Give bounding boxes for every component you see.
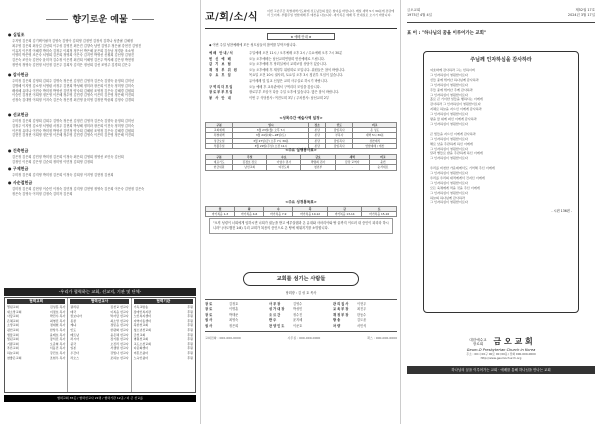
table-cell: 담당 교역자	[335, 160, 369, 165]
psalm-line: 감사하라 그 인자하심이 영원함이로다	[430, 102, 481, 107]
table-row	[206, 212, 397, 217]
staff-list	[205, 299, 397, 332]
table-cell: 연합예배 / 애찬	[353, 143, 397, 148]
table-cell: 김정호 장로	[233, 160, 267, 165]
schedule-table-title: <성목주간 예술사역 일정>	[279, 116, 323, 120]
psalm-line: 해로 낮을 주관하게 하신 이에게	[430, 141, 473, 146]
divider	[205, 28, 397, 29]
offering-line: 김은정 김은희 김민정 박미정 김은희 이정숙 최은희 김영희 정영선 조인숙 김선희	[12, 155, 124, 159]
psalm-line: 그 인자하심이 영원함이로다	[430, 92, 468, 97]
partner-column-heading: 협력기관	[134, 299, 193, 304]
partner-name: 케냐	[70, 323, 77, 328]
offering-line: 김미정 김은희 김현정 이승민 이정숙 김민정 김지영 김현영 정영숙 김은희 이은숙 김현정 김은숙	[12, 187, 145, 191]
psalm-lines	[430, 68, 572, 205]
table-cell: 담임목사	[326, 128, 353, 133]
staff-role: 성가대장	[269, 307, 286, 312]
schedule-table	[205, 122, 397, 149]
staff-role: 장로	[205, 312, 214, 317]
psalm-line: 우리를 비천한 가운데에서도 기억해 주신 이에게	[430, 166, 495, 171]
table-cell: 수	[264, 207, 293, 212]
table-cell: 수요	[267, 155, 301, 160]
info-value: 오늘 오후예배 후 당회실에서 교회보험 상담이 있습니다.	[249, 62, 327, 67]
table-cell: 성금요일	[206, 138, 233, 143]
partner-name: 미혼모쉼터	[133, 350, 149, 355]
offering-names	[8, 187, 192, 197]
offering-line: 김정인 이은희 김은영 김순희 정미영 이민정 김희영 김정희	[12, 159, 93, 164]
table-cell: 마가복음 4-6	[235, 212, 264, 217]
offering-section	[8, 72, 192, 103]
psalm-box	[423, 51, 579, 313]
psalm-line: 그 인자하심이 영원함이로다	[430, 112, 468, 117]
info-value: 유아세례 및 입교 신청은 교회 사무실로 하시기 바랍니다.	[249, 78, 328, 83]
partner-name: 소망교회	[7, 323, 19, 328]
table-cell: 장소	[309, 123, 326, 128]
table-cell: 특별새벽	[206, 133, 233, 138]
table-cell: 새벽 5시 30분	[353, 133, 397, 138]
staff-row	[205, 324, 397, 329]
news-logo-text: 교/회/소/식	[205, 12, 259, 23]
staff-title: 교회를 섬기는 사람들	[243, 272, 359, 286]
staff-name: 이준호	[293, 323, 303, 328]
table-cell: 일시	[233, 123, 309, 128]
staff-name: 이현우	[357, 302, 367, 306]
partner-name: 베트남	[70, 332, 80, 337]
info-value: 목요일 오전 10시 권사회, 토요일 오후 3시 청년부 모임이 있습니다.	[249, 73, 344, 78]
partner-contact: 서생명 선교사	[110, 346, 129, 351]
partner-contact: 최소망 선교사	[110, 318, 129, 323]
partner-name: 라오스	[70, 355, 80, 360]
table-cell: 담임목사	[326, 143, 353, 148]
partner-contact: 서동민 목사	[49, 346, 66, 351]
table-cell: 부활주일	[206, 143, 233, 148]
info-value: 이번 주 식당봉사: 여전도회 3부 / 주차봉사: 남선교회 2부	[249, 95, 330, 100]
table-cell: 순서대로	[369, 165, 396, 170]
offering-heading: ● 선교헌금	[8, 112, 29, 117]
partner-column-heading: 협력교회	[7, 299, 65, 304]
psalm-line: 큰 빛들을 지으신 이에게 감사하라	[430, 131, 476, 136]
offering-line: 이은정 유미나 이민숙 박미정 박영선 김민정 양숙희 김혜원 조영정 김은숙 김혜경 김원희	[12, 128, 134, 133]
psalm-line: 땅을 물 위에 펴신 이에게 감사하라	[430, 117, 477, 122]
info-value: 오늘 예배 후 교육관에서 구역리더 모임을 갖습니다.	[249, 84, 321, 89]
offering-line: 김정주 이지영 김소영 서영림 서정우 김현희 박성혜 정미라 장은희 이진숙 정미영 김미숙	[12, 123, 134, 128]
staff-role: 장로	[205, 302, 214, 306]
staff-role: 사무장	[269, 302, 282, 306]
partner-name: 몽골	[70, 318, 77, 323]
table-row	[206, 165, 397, 170]
church-english-name: Geum-O Presbyterian Church in Korea	[466, 348, 536, 352]
psalm-line: 그 인자하심이 영원함이로다	[430, 146, 468, 151]
partner-name: 은혜교회	[7, 318, 19, 323]
partner-column	[5, 298, 68, 392]
offering-line: 정은숙 김영숙 이미정 김정숙 김미자 김은희	[12, 191, 73, 196]
partner-contact: 후원	[187, 305, 193, 309]
table-cell: 월	[206, 207, 235, 212]
offering-line: 김은숙 조인숙 김현숙 윤미자 김수정 이은경 최진희 이혜영 김은주 박지혜 김은정 박현정	[12, 58, 134, 63]
staff-name: 최영숙	[229, 318, 239, 323]
table-cell: 주일	[233, 155, 267, 160]
service-table	[205, 154, 397, 171]
psalm-line: 우리를 우리의 대적에게서 건지신 이에게	[430, 175, 485, 180]
table-cell: 본당	[309, 133, 326, 138]
bulletin-page-offerings	[0, 0, 200, 424]
offering-line: 이유지 이은경 이혜경 박미숙 김정주 이희정 정은선 박은혜 윤은희 김승남 정경윤 조소영	[12, 48, 134, 53]
staff-entry	[333, 324, 397, 329]
partners-grid	[4, 297, 196, 393]
table-cell: 남선교회	[233, 165, 267, 170]
bulletin-page-cover	[400, 0, 600, 424]
reading-table-title: <주요 성경통독표>	[285, 200, 317, 204]
church-name-row	[401, 336, 600, 347]
staff-role: 오르간	[269, 312, 282, 317]
staff-entry	[205, 324, 269, 329]
church-block	[401, 336, 600, 360]
table-cell: 3월 27일(금) 오후 7시 30분	[233, 138, 309, 143]
partner-name: 기쁨교회	[7, 341, 19, 346]
table-cell: 박명희 권사	[301, 160, 335, 165]
table-cell: 마가복음 1-3	[206, 212, 235, 217]
psalm-line: 그 인자하심이 영원함이로다	[430, 82, 468, 87]
partner-contact: 윤태호 목사	[49, 332, 66, 337]
psalm-line: 홀로 큰 기이한 일들을 행하시는 이에게	[430, 97, 483, 102]
partner-contact: 장석진 목사	[49, 337, 66, 342]
bulletin-page-news	[200, 0, 400, 424]
table-cell: -	[335, 165, 369, 170]
partner-contact: 김성훈 목사	[49, 305, 66, 309]
staff-subtitle: 당회장 : 김 성 호 목사	[285, 291, 317, 295]
partner-contact: 장기쁨 선교사	[110, 337, 129, 342]
partner-contact: 후원	[187, 309, 193, 314]
news-info-list	[209, 51, 393, 101]
partner-contact: 조현우 목사	[49, 355, 66, 360]
psalm-line: 여호와께 감사하라 그는 선하시며	[430, 68, 475, 72]
partner-contact: 오진리 선교사	[110, 341, 129, 346]
partner-contact: 최영진 목사	[49, 318, 66, 323]
table-cell: 담임목사	[326, 138, 353, 143]
partner-contact: 이복음 선교사	[110, 309, 129, 314]
staff-role: 장로	[205, 307, 214, 312]
table-cell: 토	[362, 207, 397, 212]
staff-role: 권사	[205, 323, 214, 328]
partner-contact: 후원	[187, 327, 193, 332]
table-cell: 목	[293, 207, 328, 212]
partner-name: 청소년선교회	[133, 327, 152, 332]
staff-name: 김정호	[229, 302, 239, 306]
offering-line: 김현진 김정현 이희영 정은영 이은혜 정수영 김민경 김영숙 이은미 김은영 정은혜 이진희	[12, 133, 134, 138]
offering-line: 배성혜 유미나 이민숙 박미정 박영선 김민정 양숙희 김혜원 조영정 김은숙 김혜경 김원희	[12, 88, 134, 93]
table-cell: 본당	[309, 128, 326, 133]
staff-name: 박태준	[229, 312, 239, 317]
offering-heading: ● 십일조	[8, 32, 25, 37]
partner-name: 열린교회	[7, 305, 19, 309]
table-cell: 온 성도	[353, 128, 397, 133]
church-motto: 표 어 : "하나님의 꿈을 이루어가는 교회"	[407, 31, 487, 36]
partner-contact: 박사랑 선교사	[110, 314, 129, 319]
cover-header	[407, 8, 595, 18]
table-cell: 마가복음 7-9	[264, 212, 293, 217]
staff-role: 방송	[333, 318, 342, 323]
staff-name: 정은희	[229, 323, 239, 328]
table-cell: 성찬예식	[353, 138, 397, 143]
news-note: 이번 고난주간 특별새벽기도회에 성도님들의 많은 참여를 바랍니다. 매일 새벽 5시 30분에 본당에서 모이며, 부활주일 연합예배 후 애찬을 나눕니다. 새가족은 예배 후 안내실로 오시기 바랍니다.	[267, 9, 395, 18]
partner-name: 필리핀	[70, 305, 80, 309]
partner-column	[132, 298, 195, 392]
offering-section	[8, 148, 192, 165]
staff-name: 정수진	[293, 312, 303, 317]
offering-line: 이영미 박은영 조은숙 서영희 김은희 정영희 이은숙 김지연 박영선 신원희 김선영 김형진	[12, 53, 134, 58]
partner-name: 기독교방송	[133, 305, 149, 309]
offering-line: 신정숙 김대영 이희정 이지숙 김은숙 정은경 최진영 윤미영 김정현 박윤희 김정숙 김경희	[12, 98, 134, 103]
info-key: 예배 안내/식	[209, 51, 234, 55]
partner-name: 지역아동센터	[133, 318, 152, 323]
divider	[407, 22, 595, 23]
offering-names	[8, 173, 192, 178]
partner-name: 일본	[70, 346, 77, 351]
table-cell: 3월 23일(월) 오후 7시	[233, 128, 309, 133]
table-cell: 3월 29일(주일) 오전 11시	[233, 143, 309, 148]
scripture-box: "오직 성령이 너희에게 임하시면 너희가 권능을 받고 예루살렘과 온 유대와 사마리아와 땅 끝까지 이르러 내 증인이 되리라 하시니라" (사도행전 1:8) 우리 교회가 복음의 증인으로 온 땅에 세워지기를 소망합니다.	[209, 218, 393, 234]
partner-name: 캄보디아	[70, 314, 82, 319]
partner-row	[134, 356, 193, 361]
news-lead: ◆ 이번 주일 성찬예배에 모든 성도님들의 참여를 부탁드립니다.	[209, 43, 297, 47]
partner-contact: 한상우 목사	[49, 327, 66, 332]
table-cell: 인도	[326, 123, 353, 128]
partner-contact: 후원	[187, 323, 193, 328]
partner-name: 병원선교회	[133, 337, 149, 342]
info-key: 헌 신 예 배	[209, 56, 232, 61]
psalm-reference: - 시편 136편 -	[551, 209, 572, 214]
staff-role: 관리집사	[333, 302, 350, 306]
church-name: 금 오 교 회	[493, 336, 533, 346]
offering-names	[8, 155, 192, 165]
offering-heading: ● 건축헌금	[8, 148, 29, 153]
table-cell: 교회예배	[206, 128, 233, 133]
partner-name: 샘물교회	[7, 332, 19, 337]
offerings-title: 향기로운 예물	[0, 12, 200, 25]
partners-footer: 협력교회 37곳 / 협력선교사 21명 / 협력기관 12곳 / 더 큰 선교를	[4, 395, 196, 402]
partner-name: 인도	[70, 327, 77, 332]
partner-contact: 오준혁 목사	[49, 341, 66, 346]
fax: 팩스 : 000-000-0000	[367, 336, 397, 340]
staff-role: 권사	[205, 318, 214, 323]
psalm-line: 지혜로 하늘을 지으신 이에게 감사하라	[430, 107, 482, 112]
offering-names	[8, 79, 192, 103]
partner-name: 우간다	[70, 350, 80, 355]
info-key: 봉 사 안 내	[209, 95, 232, 100]
partner-name: 중국	[70, 341, 77, 346]
psalm-line: 그 인자하심이 영원함이로다	[430, 180, 468, 185]
psalm-line: 그 인자하심이 영원함이로다	[430, 200, 468, 205]
table-cell: 마가복음 10-12	[293, 212, 328, 217]
church-address: 주소 : 00시 00구 00로 00 (00동) 전화 000-000-0000 http://www.geumochurch.org	[466, 352, 536, 360]
info-row	[209, 96, 393, 102]
psalm-line: 그 인자하심이 영원함이로다	[430, 121, 468, 126]
partners-title: -우리가 협력하는 교회, 선교지, 기관 및 단체-	[4, 288, 196, 296]
table-cell: 금요	[301, 155, 335, 160]
partner-contact: 윤은혜 선교사	[110, 332, 129, 337]
psalm-line: 하늘의 하나님께 감사하라	[430, 195, 465, 200]
partner-name: 빛된교회	[7, 337, 19, 342]
partner-name: 군선교회	[133, 332, 146, 337]
phone: 교회전화 : 000-000-0000	[205, 336, 241, 340]
table-cell: 본당	[309, 138, 326, 143]
offering-line: 주미정 김은희 김영희 김희주 김명숙 정은선 김정진 김영자 김은숙 김향숙 윤정희 김미선	[12, 79, 134, 83]
partner-name: 푸른교회	[7, 346, 19, 351]
psalm-line: 모든 육체에게 먹을 것을 주신 이에게	[430, 185, 480, 190]
staff-name: 서민석	[357, 323, 367, 328]
staff-role: 반주	[269, 318, 278, 323]
partner-row	[7, 356, 65, 361]
partner-contact: 후원	[187, 337, 193, 342]
staff-name: 김영수	[293, 302, 303, 306]
table-cell: 윤번	[369, 160, 396, 165]
table-cell: 청년부	[301, 165, 335, 170]
table-cell: 마가복음 13-14	[327, 212, 362, 217]
partner-contact: 후원	[187, 318, 193, 323]
info-value: 오늘 오후예배는 남선교회연합회 헌신예배로 드립니다.	[249, 56, 325, 61]
partner-contact: 정믿음 선교사	[110, 323, 129, 328]
psalm-line: 주들 중에 뛰어난 주께 감사하라	[430, 87, 473, 92]
info-key: 주 요 모 임	[209, 73, 232, 78]
staff-name: 이명훈	[229, 307, 239, 312]
info-value: 오늘 오후예배 후 재정부 위원회로 모입니다. 위원들은 참석 바랍니다.	[249, 67, 346, 72]
staff-role: 찬양인도	[269, 323, 286, 328]
offering-names	[8, 119, 192, 138]
psalm-line: 그 인자하심이 영원함이로다	[430, 171, 468, 176]
info-key: 구역리더모임	[209, 84, 234, 89]
table-cell: 비고	[353, 123, 397, 128]
partner-contact: 강민호 목사	[49, 350, 66, 355]
table-cell: 본당	[309, 143, 326, 148]
staff-name: 김도윤	[357, 318, 367, 323]
table-cell: 부목사	[326, 133, 353, 138]
partner-contact: 후원	[187, 346, 193, 351]
table-cell: 3월 24일(화)~28일(토)	[233, 133, 309, 138]
partner-name: 노숙인쉼터	[133, 355, 149, 360]
offering-line: 주미정 김은희 김영희 김희주 김명숙 정은선 김정진 김영자 김은숙 김향숙 윤정희 김미선	[12, 119, 134, 123]
partner-name: 평안교회	[7, 327, 19, 332]
table-cell: 금	[327, 207, 362, 212]
psalm-line: 그 인자하심이 영원함이로다	[430, 136, 468, 141]
table-cell: 구분	[206, 123, 233, 128]
psalm-line: 그 인자하심이 영원함이로다	[430, 72, 468, 77]
partner-contact: 정대현 목사	[49, 323, 66, 328]
staff-name: 최진우	[357, 307, 367, 312]
partner-name: 교도소선교회	[133, 341, 152, 346]
info-key: 재 정 부 위 원	[209, 67, 238, 72]
cover-header-left: 금오교회 1975년 4월 4일	[407, 8, 432, 17]
partner-name: 러시아	[70, 337, 80, 342]
partner-contact: 박민수 목사	[49, 314, 66, 319]
contact-footer	[205, 336, 397, 340]
staff-role: 재정부장	[333, 312, 350, 317]
psalm-line: 신들 중에 뛰어난 하나님께 감사하라	[430, 77, 479, 82]
offering-heading: ● 감사헌금	[8, 72, 29, 77]
offering-section	[8, 112, 192, 138]
staff-role: 차량	[333, 323, 342, 328]
staff-name: 한동수	[357, 312, 367, 317]
info-value: 장로부부 모임이 다음 주일 오후에 있습니다. 많은 참석 바랍니다.	[249, 90, 340, 95]
partner-contact: 후원	[187, 314, 193, 319]
staff-entry	[269, 324, 333, 329]
partner-name: 태국	[70, 309, 77, 314]
partner-contact: 후원	[187, 355, 193, 360]
partner-contact: 후원	[187, 341, 193, 346]
partner-row	[70, 356, 128, 361]
table-cell: 여전도회	[267, 165, 301, 170]
partner-contact: 김선교 선교사	[110, 305, 129, 309]
offering-heading: ● 사순절헌금	[8, 180, 33, 185]
reading-table	[205, 206, 397, 217]
table-cell: 새벽	[335, 155, 369, 160]
partner-column-heading: 협력선교사	[70, 299, 128, 304]
offering-names	[8, 39, 192, 68]
table-cell: 화	[235, 207, 264, 212]
partner-contact: 강빛나 선교사	[110, 350, 129, 355]
offering-line: 이승민 김정현 이희영 정은영 이은혜 정수영 김민경 김영숙 이은미 김은영 정은혜 이진희	[12, 93, 134, 98]
offering-section	[8, 166, 192, 178]
table-cell: 비고	[369, 155, 396, 160]
partner-column	[68, 298, 131, 392]
news-logo	[205, 5, 265, 27]
table-cell: 마가복음 15-16	[362, 212, 397, 217]
partner-name: 북한선교회	[133, 323, 149, 328]
partner-contact: 후원	[187, 350, 193, 355]
offering-section	[8, 32, 192, 68]
psalm-line: 그 인자하심이 영원함이로다	[430, 190, 468, 195]
psalm-line: 달과 별들로 밤을 주관하게 하신 이에게	[430, 151, 483, 156]
table-cell: 헌금위원	[206, 165, 233, 170]
table-cell: 대표기도	[206, 160, 233, 165]
partner-contact: 이정호 목사	[49, 309, 66, 314]
table-cell: 구분	[206, 155, 233, 160]
psalm-title: 주님께 인자하심을 감사하라	[470, 57, 532, 63]
offering-line: 최우영 김은희 최상길 김선희 이주성 김영진 최은진 김향숙 남연 김영우 정은필 강현진 김영진	[12, 43, 142, 48]
table-cell: 이영수 권사	[267, 160, 301, 165]
partner-contact: 한평화 선교사	[110, 327, 129, 332]
partner-contact: 후원	[187, 332, 193, 337]
cover-footer: 하나님의 꿈을 이루어가는 교회 · 예배를 통해 하나님을 만나는 교회	[407, 366, 595, 374]
offering-line: 정연석 정영숙 김현정 서인정 김은주 김희자 김지은 정선희 김선 조영주 김경희 김은주	[12, 62, 131, 67]
offering-section	[8, 180, 192, 197]
offering-line: 김명혜 이지영 김소영 서영림 서정우 김현희 박성혜 정미라 장은희 이진숙 정미영 김미숙	[12, 83, 134, 88]
worship-chip: ★ 예배 안내 ★	[267, 33, 335, 40]
staff-name: 박성민	[293, 307, 303, 312]
info-value: 주일예배 오전 11시 / 오후예배 오후 2시 / 수요예배 오후 7시 30분	[249, 51, 343, 55]
church-denomination: 대한예수교 장로회	[469, 337, 487, 346]
service-table-title: <주요 실행봉사표>	[285, 148, 317, 152]
staff-role: 교육부장	[333, 307, 350, 312]
partner-name: 참좋은교회	[7, 355, 22, 360]
cover-header-right: 제52권 17호 2024년 3월 17일	[567, 8, 595, 17]
partner-name: 장애인복지관	[133, 309, 152, 314]
partner-name: 새소망교회	[7, 309, 22, 314]
partner-name: 노인복지센터	[133, 314, 152, 319]
offering-line: 주미정 김은희 김지영 박미정 김은희 이정숙 김희정 이지영 김현정 김선희	[12, 173, 114, 177]
offering-line: 주지영 김은희 김기택이필자 김영숙 김영아 김희영 김정연 김정석 김하나 성종필 김혜정	[12, 39, 133, 43]
info-key: 감 기 보 험	[209, 62, 232, 67]
partner-name: 다문화센터	[133, 346, 149, 351]
partner-name: 하늘교회	[7, 350, 19, 355]
office: 사무실 : 000-000-0000	[287, 336, 321, 340]
psalm-line: 그 인자하심이 영원함이로다	[430, 156, 468, 161]
partner-contact: 조하늘 선교사	[110, 355, 129, 360]
info-key: 장로부부모임	[209, 90, 234, 95]
staff-name: 윤지혜	[293, 318, 303, 323]
partner-name: 사랑교회	[7, 314, 19, 319]
offering-heading: ● 구제헌금	[8, 166, 29, 171]
